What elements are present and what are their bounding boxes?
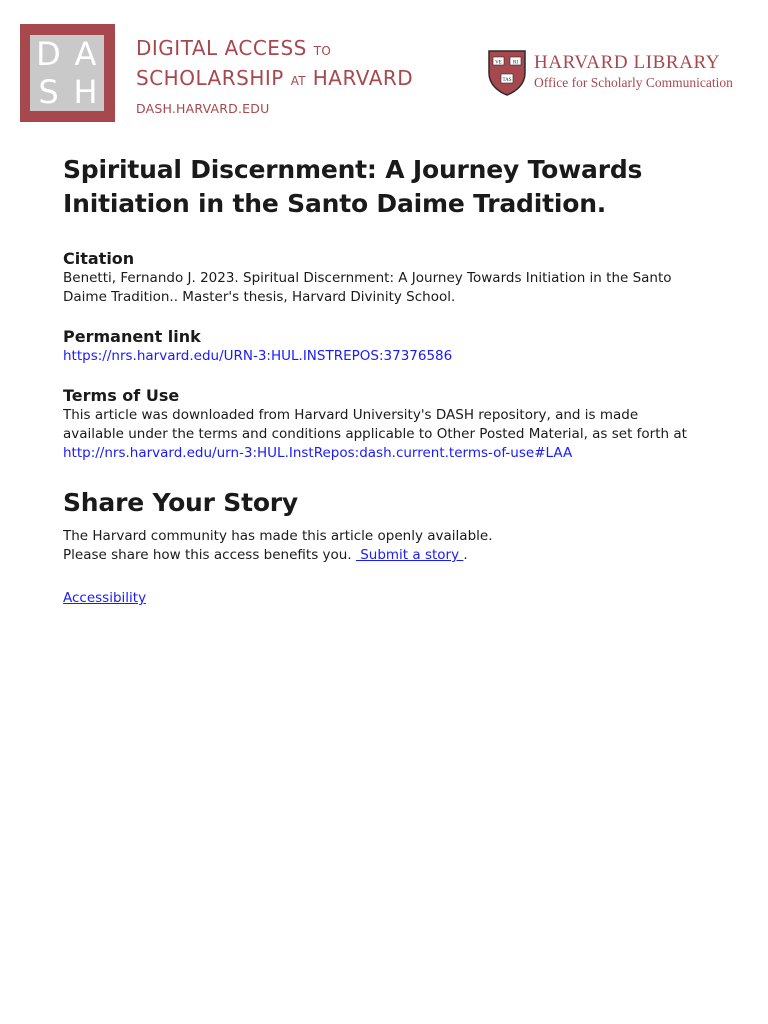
permanent-link[interactable]: https://nrs.harvard.edu/URN-3:HUL.INSTREPOS:37376586 [63, 348, 453, 364]
share-line2: Please share how this access benefits you. [63, 547, 352, 563]
citation-heading: Citation [63, 249, 135, 268]
share-heading: Share Your Story [63, 488, 299, 517]
page-header [0, 0, 768, 130]
dash-logo-letter: A [74, 35, 97, 73]
permanent-link-heading: Permanent link [63, 327, 201, 346]
accessibility-link[interactable]: Accessibility [63, 590, 147, 606]
dash-logo-letter: H [73, 73, 98, 111]
citation-text: Benetti, Fernando J. 2023. Spiritual Discernment: A Journey Towards Initiation in the Santo Daime Tradition.. Master's thesis, Harvard Divinity School. [63, 270, 672, 305]
terms-section [63, 386, 703, 463]
terms-text: This article was downloaded from Harvard University's DASH repository, and is made available under the terms and conditions applicable to Other Posted Material, as set forth at [63, 407, 687, 442]
document-title: Spiritual Discernment: A Journey Towards Initiation in the Santo Daime Tradition. [63, 155, 643, 218]
terms-link[interactable]: http://nrs.harvard.edu/urn-3:HUL.InstRepos:dash.current.terms-of-use#LAA [63, 445, 573, 461]
share-section [63, 487, 703, 565]
dash-url[interactable]: DASH.HARVARD.EDU [136, 101, 270, 116]
dash-wordmark [136, 35, 413, 116]
dash-line2: SCHOLARSHIP [136, 66, 284, 90]
harvard-library-wordmark [534, 52, 733, 92]
library-title: HARVARD LIBRARY [534, 52, 721, 73]
submit-story-link[interactable]: Submit a story [355, 547, 464, 563]
share-trailing: . [463, 547, 468, 563]
dash-logo-letter: S [38, 73, 59, 111]
shield-text: RI [513, 60, 518, 66]
dash-logo-letter: D [36, 35, 61, 73]
dash-line1-small: TO [313, 44, 332, 58]
main-content [63, 153, 703, 608]
accessibility-section [63, 589, 703, 608]
share-line1: The Harvard community has made this article openly available. [63, 528, 493, 544]
harvard-shield-icon[interactable] [487, 49, 527, 97]
dash-line2-end: HARVARD [312, 66, 414, 90]
terms-heading: Terms of Use [63, 386, 180, 405]
dash-line1: DIGITAL ACCESS [136, 36, 307, 60]
permanent-link-section [63, 327, 703, 366]
citation-section [63, 249, 703, 307]
dash-line2-small: AT [290, 74, 306, 88]
library-subtitle: Office for Scholarly Communication [534, 75, 733, 90]
shield-text: VE [495, 60, 502, 66]
shield-text: TAS [502, 78, 512, 83]
dash-logo[interactable] [20, 24, 115, 122]
